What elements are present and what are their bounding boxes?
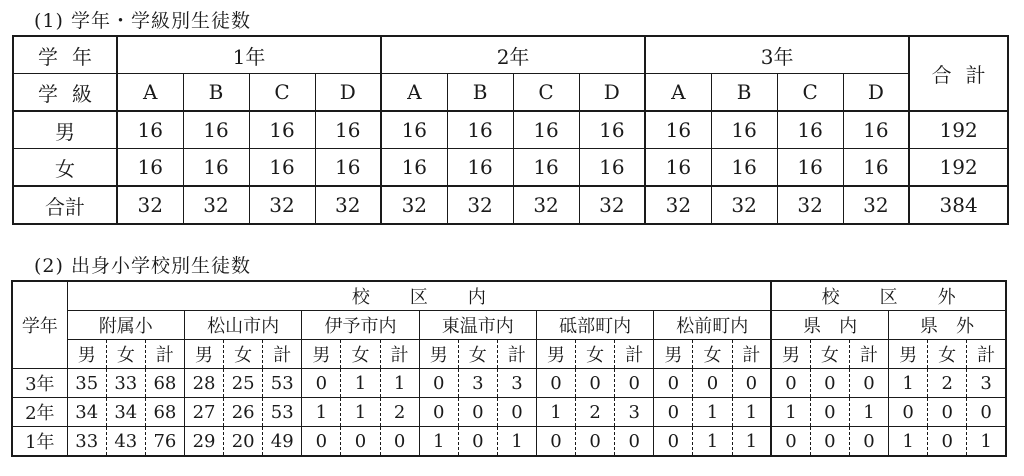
table-cell: 0 <box>928 427 967 457</box>
table2-title: (2) 出身小学校別生徒数 <box>34 255 251 277</box>
school-header: 附属小 <box>67 311 184 340</box>
sex-subheader: 男 <box>889 340 928 369</box>
table-cell: 1 <box>419 427 458 457</box>
table-cell: 0 <box>497 398 536 427</box>
table-cell: 27 <box>184 398 223 427</box>
table-cell: 1 <box>889 369 928 398</box>
table-cell: 0 <box>458 427 497 457</box>
class-label: D <box>843 74 909 112</box>
table-cell: 0 <box>536 369 575 398</box>
grade-3-header: 3年 <box>645 36 909 74</box>
table-row <box>13 149 1008 187</box>
table-cell: 49 <box>263 427 302 457</box>
table-cell: 0 <box>771 369 810 398</box>
grade-row-label: 1年 <box>12 427 67 457</box>
table-cell: 0 <box>615 427 654 457</box>
table-cell: 16 <box>381 149 447 187</box>
class-label: C <box>249 74 315 112</box>
table-cell: 3 <box>967 369 1006 398</box>
class-label: A <box>645 74 711 112</box>
table-cell: 0 <box>458 398 497 427</box>
table-cell: 2 <box>380 398 419 427</box>
grade-row-label: 3年 <box>12 369 67 398</box>
school-header: 砥部町内 <box>536 311 653 340</box>
table-cell: 16 <box>777 149 843 187</box>
sex-subheader: 男 <box>67 340 106 369</box>
table-cell: 16 <box>117 111 183 149</box>
grade-header-cell: 学年 <box>13 36 117 74</box>
class-label: D <box>579 74 645 112</box>
table-cell: 1 <box>732 398 771 427</box>
sex-subheader: 女 <box>576 340 615 369</box>
table-cell: 0 <box>576 369 615 398</box>
table-cell: 16 <box>645 111 711 149</box>
class-label: A <box>381 74 447 112</box>
grand-total-cell: 384 <box>909 186 1008 224</box>
table-cell: 68 <box>145 398 184 427</box>
table-cell: 16 <box>381 111 447 149</box>
class-label: A <box>117 74 183 112</box>
sex-subheader: 女 <box>224 340 263 369</box>
table-cell: 0 <box>419 398 458 427</box>
table-cell: 53 <box>263 369 302 398</box>
table-cell: 34 <box>67 398 106 427</box>
table-cell: 28 <box>184 369 223 398</box>
table-cell: 16 <box>513 111 579 149</box>
sex-subheader: 女 <box>458 340 497 369</box>
table1-class-header-row <box>13 74 1008 112</box>
table-cell: 0 <box>810 369 849 398</box>
table-cell: 0 <box>889 398 928 427</box>
class-label: B <box>183 74 249 112</box>
sex-subheader: 男 <box>184 340 223 369</box>
table-cell: 16 <box>447 111 513 149</box>
class-label: B <box>711 74 777 112</box>
sex-subheader: 女 <box>106 340 145 369</box>
table-cell: 32 <box>777 186 843 224</box>
sex-subheader: 計 <box>145 340 184 369</box>
table-cell: 33 <box>67 427 106 457</box>
table-cell: 32 <box>183 186 249 224</box>
sex-subheader: 女 <box>928 340 967 369</box>
table-cell: 32 <box>381 186 447 224</box>
table-cell: 0 <box>615 369 654 398</box>
table1-title: (1) 学年・学級別生徒数 <box>34 10 251 32</box>
table-cell: 68 <box>145 369 184 398</box>
table-cell: 1 <box>771 398 810 427</box>
sex-subheader: 計 <box>497 340 536 369</box>
table-cell: 32 <box>513 186 579 224</box>
table-cell: 32 <box>711 186 777 224</box>
table-cell: 16 <box>183 149 249 187</box>
school-header: 松前町内 <box>654 311 771 340</box>
sex-subheader: 女 <box>810 340 849 369</box>
table-cell: 16 <box>579 111 645 149</box>
table-cell: 0 <box>810 427 849 457</box>
table-row <box>13 186 1008 224</box>
school-header: 東温市内 <box>419 311 536 340</box>
table-cell: 1 <box>967 427 1006 457</box>
grade-row-label: 2年 <box>12 398 67 427</box>
table-cell: 2 <box>576 398 615 427</box>
sex-subheader: 女 <box>693 340 732 369</box>
row-label-total: 合計 <box>13 186 117 224</box>
table-cell: 26 <box>224 398 263 427</box>
table-cell: 16 <box>711 111 777 149</box>
grade-2-header: 2年 <box>381 36 645 74</box>
table-cell: 3 <box>458 369 497 398</box>
table-cell: 33 <box>106 369 145 398</box>
table-cell: 34 <box>106 398 145 427</box>
table-cell: 32 <box>315 186 381 224</box>
table-cell: 2 <box>928 369 967 398</box>
table-cell: 16 <box>249 111 315 149</box>
table-cell: 32 <box>645 186 711 224</box>
table-cell: 0 <box>654 427 693 457</box>
table-cell: 16 <box>777 111 843 149</box>
table-cell: 25 <box>224 369 263 398</box>
table2-region-header-row <box>12 281 1006 311</box>
sex-subheader: 計 <box>615 340 654 369</box>
sex-subheader: 男 <box>654 340 693 369</box>
table2-sex-header-row <box>12 340 1006 369</box>
table-cell: 0 <box>419 369 458 398</box>
sex-subheader: 男 <box>771 340 810 369</box>
table-cell: 0 <box>771 427 810 457</box>
class-label: D <box>315 74 381 112</box>
table-cell: 16 <box>843 111 909 149</box>
school-header: 伊予市内 <box>302 311 419 340</box>
table-cell: 16 <box>843 149 909 187</box>
table-cell: 1 <box>693 427 732 457</box>
class-label: C <box>513 74 579 112</box>
class-label: B <box>447 74 513 112</box>
table1-grade-header-row <box>13 36 1008 74</box>
sex-subheader: 男 <box>302 340 341 369</box>
table-cell: 16 <box>579 149 645 187</box>
table-cell: 32 <box>843 186 909 224</box>
table-cell: 0 <box>967 398 1006 427</box>
table-cell: 1 <box>497 427 536 457</box>
school-header: 県内 <box>771 311 888 340</box>
class-header-cell: 学級 <box>13 74 117 112</box>
table-cell: 1 <box>849 398 888 427</box>
table-cell: 1 <box>693 398 732 427</box>
table-cell: 0 <box>849 427 888 457</box>
sex-subheader: 計 <box>967 340 1006 369</box>
table-row <box>12 398 1006 427</box>
table2-school-header-row <box>12 311 1006 340</box>
table-cell: 32 <box>249 186 315 224</box>
row-total-cell: 192 <box>909 149 1008 187</box>
table-cell: 0 <box>849 369 888 398</box>
table-cell: 0 <box>810 398 849 427</box>
table-cell: 1 <box>889 427 928 457</box>
row-total-cell: 192 <box>909 111 1008 149</box>
grade-1-header: 1年 <box>117 36 381 74</box>
table-cell: 43 <box>106 427 145 457</box>
table-cell: 16 <box>513 149 579 187</box>
table-row <box>12 427 1006 457</box>
table-cell: 16 <box>711 149 777 187</box>
table-cell: 32 <box>579 186 645 224</box>
table-cell: 3 <box>497 369 536 398</box>
sex-subheader: 計 <box>263 340 302 369</box>
sex-subheader: 計 <box>380 340 419 369</box>
table-cell: 16 <box>183 111 249 149</box>
table-cell: 0 <box>928 398 967 427</box>
table-cell: 0 <box>341 427 380 457</box>
table-cell: 76 <box>145 427 184 457</box>
table-cell: 16 <box>315 149 381 187</box>
inside-district-header: 校区内 <box>67 281 771 311</box>
grade-header-cell: 学年 <box>12 281 67 369</box>
table-cell: 35 <box>67 369 106 398</box>
table-cell: 0 <box>732 369 771 398</box>
row-label-female: 女 <box>13 149 117 187</box>
sex-subheader: 男 <box>419 340 458 369</box>
table-cell: 16 <box>645 149 711 187</box>
sex-subheader: 女 <box>341 340 380 369</box>
table-cell: 0 <box>654 398 693 427</box>
table-cell: 53 <box>263 398 302 427</box>
table-cell: 16 <box>447 149 513 187</box>
table-cell: 0 <box>693 369 732 398</box>
sex-subheader: 計 <box>732 340 771 369</box>
total-column-header: 合計 <box>909 36 1008 111</box>
school-header: 松山市内 <box>184 311 301 340</box>
table-cell: 1 <box>341 369 380 398</box>
sex-subheader: 計 <box>849 340 888 369</box>
outside-district-header: 校区外 <box>771 281 1006 311</box>
table-cell: 16 <box>249 149 315 187</box>
table-cell: 1 <box>380 369 419 398</box>
table-cell: 1 <box>732 427 771 457</box>
class-label: C <box>777 74 843 112</box>
table-cell: 1 <box>341 398 380 427</box>
table-cell: 32 <box>447 186 513 224</box>
table-cell: 16 <box>117 149 183 187</box>
table-row <box>12 369 1006 398</box>
table-cell: 0 <box>380 427 419 457</box>
table-cell: 3 <box>615 398 654 427</box>
table-row <box>13 111 1008 149</box>
school-header: 県外 <box>889 311 1006 340</box>
table-cell: 32 <box>117 186 183 224</box>
table-cell: 0 <box>536 427 575 457</box>
table-cell: 16 <box>315 111 381 149</box>
sex-subheader: 男 <box>536 340 575 369</box>
grade-class-table <box>12 35 1009 225</box>
table-cell: 0 <box>302 369 341 398</box>
table-cell: 0 <box>654 369 693 398</box>
table-cell: 29 <box>184 427 223 457</box>
table-cell: 1 <box>302 398 341 427</box>
table-cell: 0 <box>576 427 615 457</box>
row-label-male: 男 <box>13 111 117 149</box>
table-cell: 20 <box>224 427 263 457</box>
school-origin-table <box>11 280 1007 457</box>
table-cell: 0 <box>302 427 341 457</box>
table-cell: 1 <box>536 398 575 427</box>
